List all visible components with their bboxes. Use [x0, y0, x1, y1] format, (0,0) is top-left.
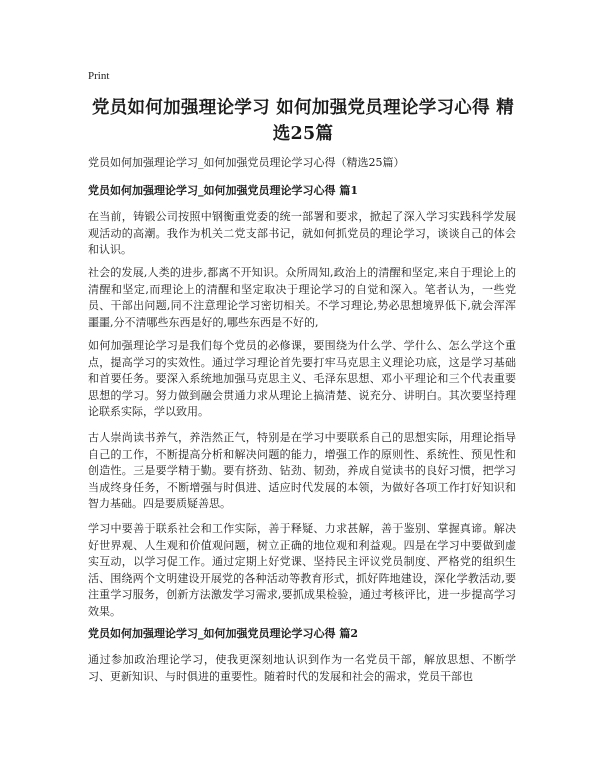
section-heading-1: 党员如何加强理论学习_如何加强党员理论学习心得 篇1	[88, 184, 358, 197]
paragraph: 如何加强理论学习是我们每个党员的必修课，要围绕为什么学、学什么、怎么学这个重点，提高学习的实效性。通过学习理论首先要打牢马克思主义理论功底，这是学习基础和首要任务。要深入系统地加强马克思主义、毛泽东思想、邓小平理论和三个代表重要思想的学习。努力做到融会贯通力求从理论上搞清楚、说充分、讲明白。其次要坚持理论联系实际，学以致用。	[88, 339, 516, 418]
section-heading-2: 党员如何加强理论学习_如何加强党员理论学习心得 篇2	[88, 627, 358, 640]
document-subtitle: 党员如何加强理论学习_如何加强党员理论学习心得（精选25篇）	[88, 156, 405, 169]
paragraph: 在当前，铸锻公司按照中钢衡重党委的统一部署和要求，掀起了深入学习实践科学发展观活动的高潮。我作为机关二党支部书记，就如何抓党员的理论学习，谈谈自己的体会和认识。	[88, 210, 516, 256]
paragraph: 学习中要善于联系社会和工作实际，善于释疑、力求甚解，善于鉴别、掌握真谛。解决好世界观、人生观和价值观问题，树立正确的地位观和利益观。四是在学习中要做到虚实互动，以学习促工作。通过定期上好党课、坚持民主评议党员制度、严格党的组织生活、围绕两个文明建设开展党的各种活动等教育形式，抓好阵地建设，深化学教活动,要注重学习服务，创新方法激发学习需求,要抓成果检验，通过考核评比，进一步提高学习效果。	[88, 522, 516, 618]
page-title: 党员如何加强理论学习 如何加强党员理论学习心得 精选25篇	[91, 98, 515, 144]
paragraph: 通过参加政治理论学习，使我更深刻地认识到作为一名党员干部，解放思想、不断学习、更新知识、与时俱进的重要性。随着时代的发展和社会的需求，党员干部也	[88, 653, 516, 683]
paragraph: 古人崇尚读书养气，养浩然正气，特别是在学习中要联系自己的思想实际，用理论指导自己的工作，不断提高分析和解决问题的能力，增强工作的原则性、系统性、预见性和创造性。三是要学精于勤。要有挤劲、钻劲、韧劲，养成自觉读书的良好习惯，把学习当成终身任务，不断增强与时俱进、适应时代发展的本领，为做好各项工作打好知识和智力基础。四是要质疑善思。	[88, 431, 516, 510]
print-link[interactable]: Print	[88, 70, 110, 82]
paragraph: 社会的发展,人类的进步,都离不开知识。众所周知,政治上的清醒和坚定,来自于理论上的清醒和坚定,而理论上的清醒和坚定取决于理论学习的自觉和深入。笔者认为，一些党员、干部出问题,同不注意理论学习密切相关。不学习理论,势必思想境界低下,就会浑浑噩噩,分不清哪些东西是好的,哪些东西是不好的,	[88, 266, 516, 329]
